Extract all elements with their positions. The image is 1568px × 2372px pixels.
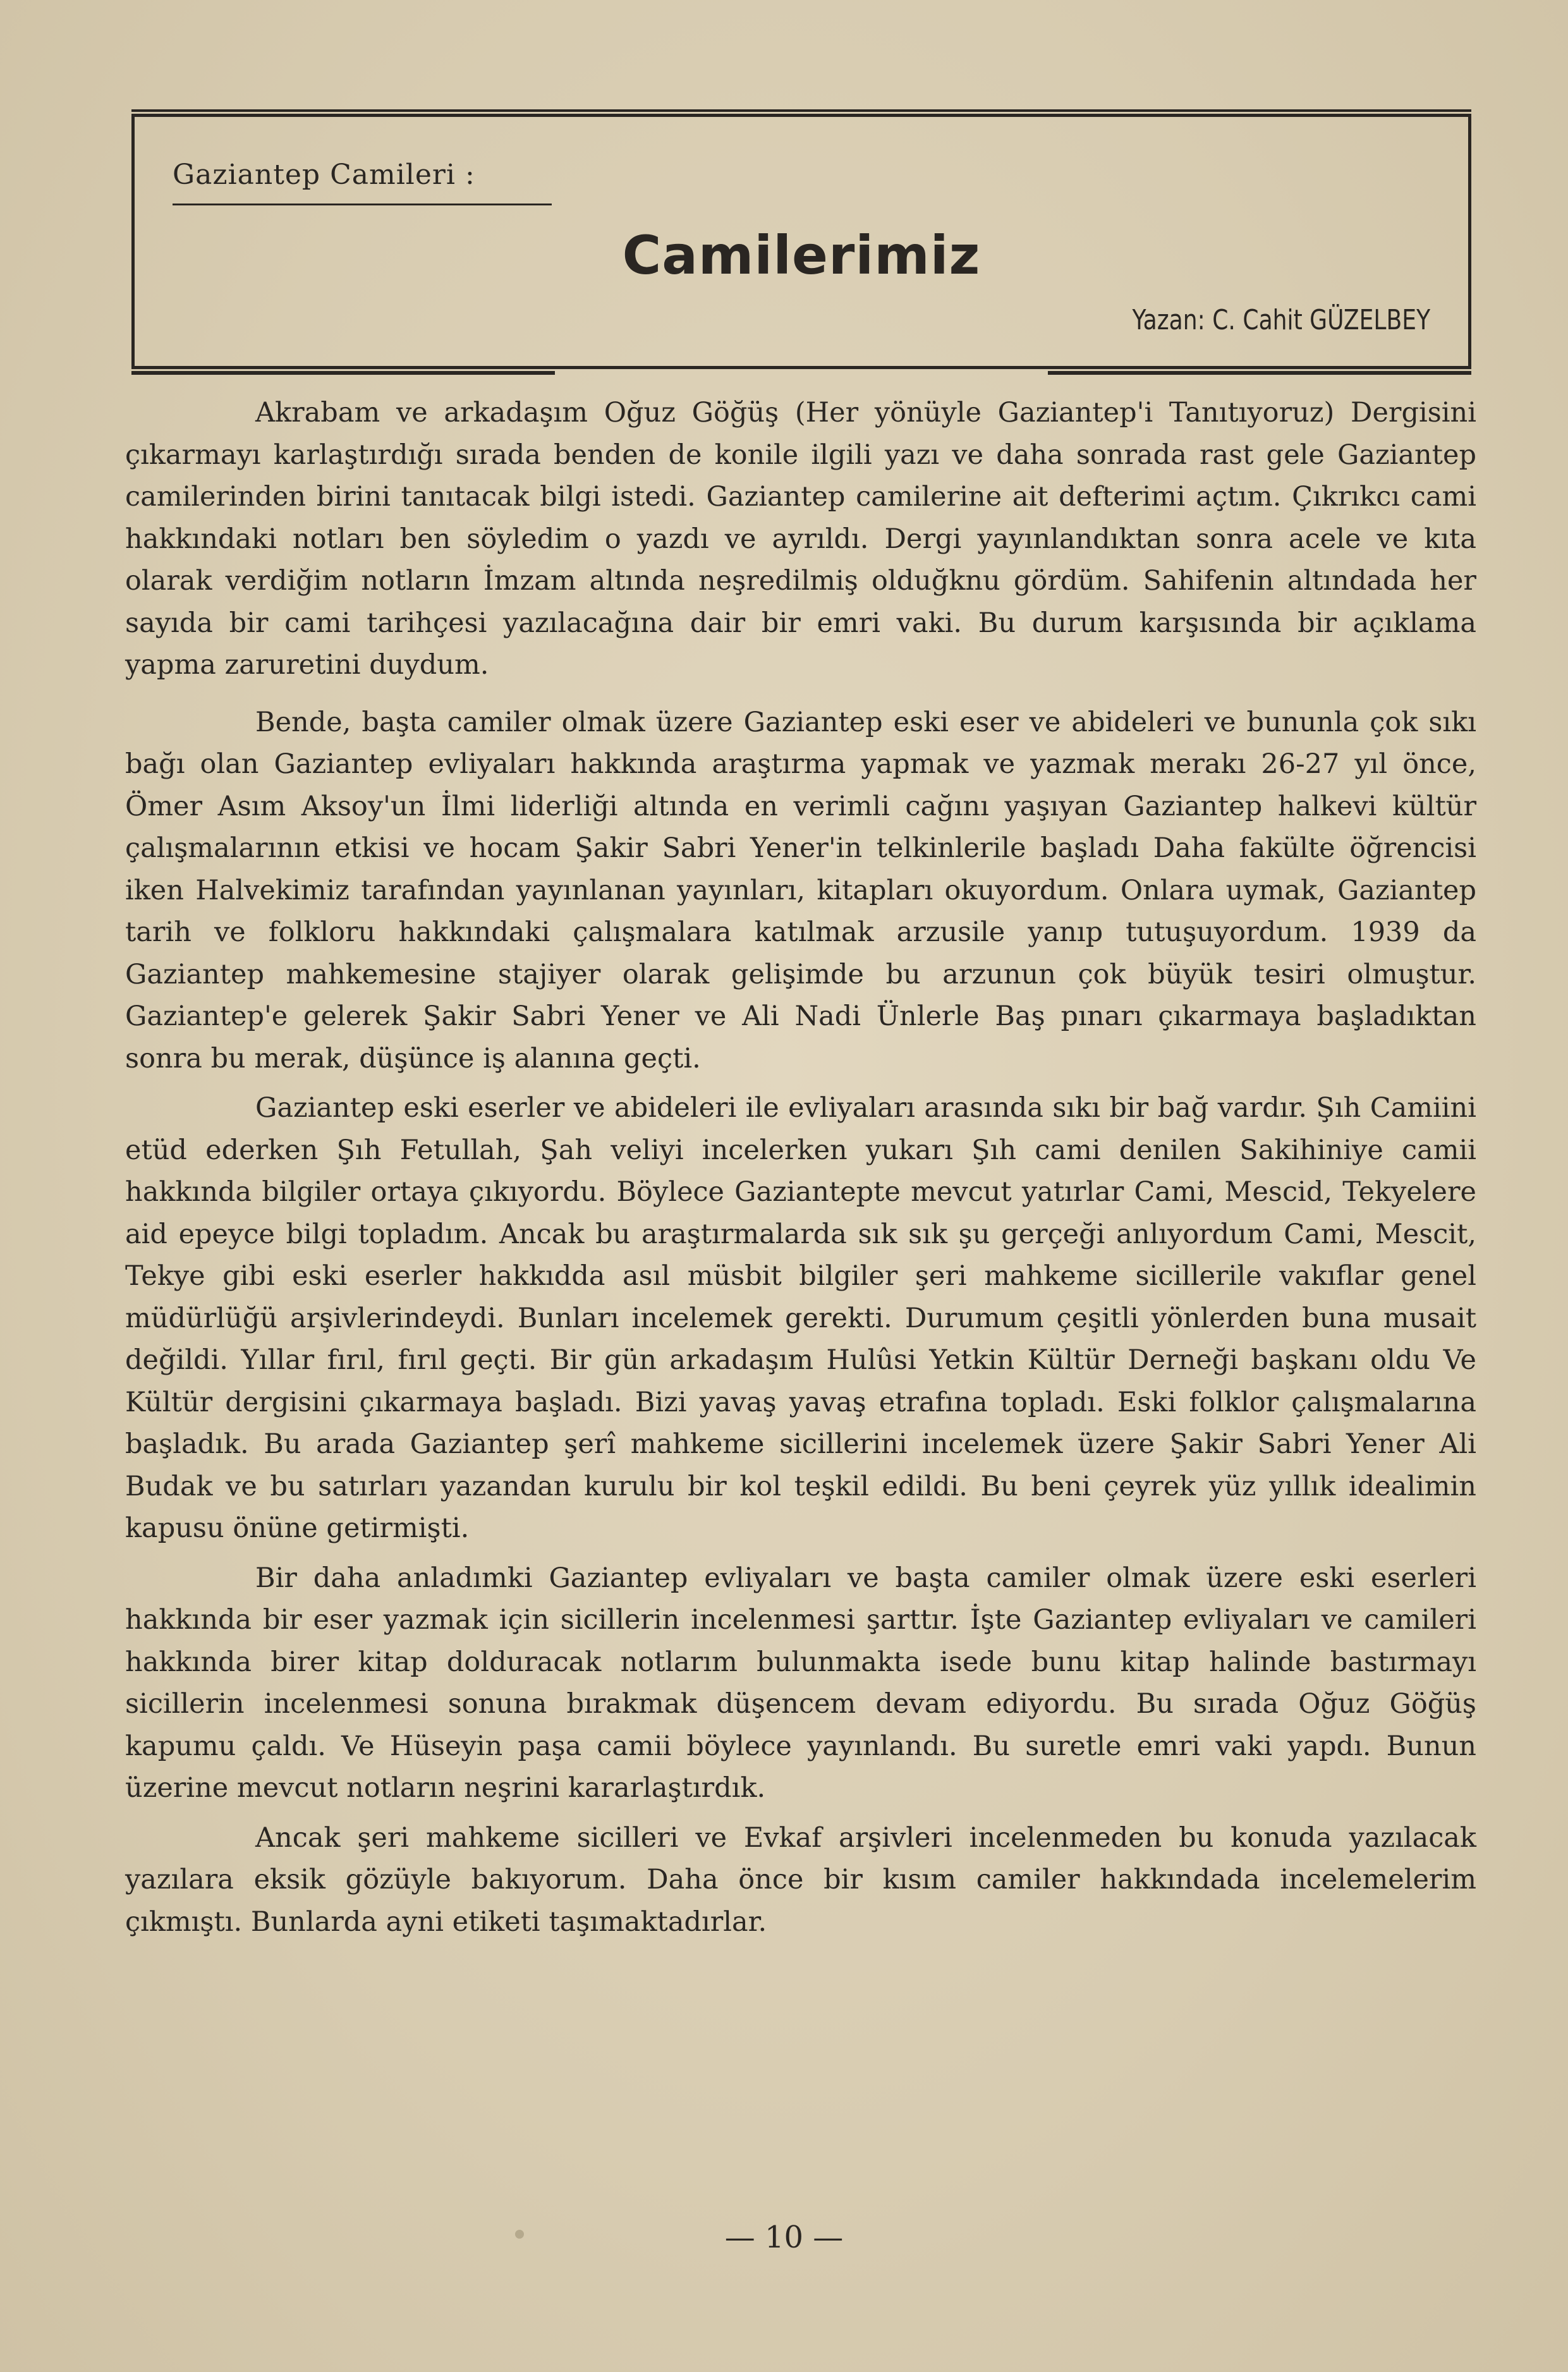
paragraph-2: Bende, başta camiler olmak üzere Gaziantep eski eser ve abideleri ve bununla çok sıkı bağı olan Gaziantep evliyaları hakkında araştırma yapmak ve yazmak merakı 26-27 yıl önce, Ömer Asım Aksoy'un İlmi liderliği altında en verimli cağını yaşıyan Gaziantep halkevi kültür çalışmalarının etkisi ve hocam Şakir Sabri Yener'in telkinlerile başladı Daha fakülte öğrencisi iken Halvekimiz tarafından yayınlanan yayınları, kitapları okuyordum. Onlara uymak, Gaziantep tarih ve folkloru hakkındaki çalışmalara katılmak arzusile yanıp tutuşuyordum. 1939 da Gaziantep mahkemesine stajiyer olarak gelişimde bu arzunun çok büyük tesiri olmuştur. Gaziantep'e gelerek Şakir Sabri Yener ve Ali Nadi Ünlerle Baş pınarı çıkarmaya başladıktan sonra bu merak, düşünce iş alanına geçti. — [125, 706, 1476, 1074]
article-header-box — [131, 114, 1471, 369]
paragraph-1: Akrabam ve arkadaşım Oğuz Göğüş (Her yönüyle Gaziantep'i Tanıtıyoruz) Dergisini çıkarmayı karlaştırdığı sırada benden de konile ilgili yazı ve daha sonrada rast gele Gaziantep camilerinden birini tanıtacak bilgi istedi. Gaziantep camilerine ait defterimi açtım. Çıkrıkcı cami hakkındaki notları ben söyledim o yazdı ve ayrıldı. Dergi yayınlandıktan sonra acele ve kıta olarak verdiğim notların İmzam altında neşredilmiş olduğknu gördüm. Sahifenin altındada her sayıda bir cami tarihçesi yazılacağına dair bir emri vaki. Bu durum karşısında bir açıklama yapma zaruretini duydum. — [125, 397, 1476, 681]
paragraph-5: Ancak şeri mahkeme sicilleri ve Evkaf arşivleri incelenmeden bu konuda yazılacak yazılara eksik gözüyle bakıyorum. Daha önce bir kısım camiler hakkındada incelemelerim çıkmıştı. Bunlarda ayni etiketi taşımaktadırlar. — [125, 1822, 1476, 1938]
article-body — [125, 392, 1476, 1950]
paragraph-3: Gaziantep eski eserler ve abideleri ile evliyaları arasında sıkı bir bağ vardır. Şıh Camiini etüd ederken Şıh Fetullah, Şah veliyi incelerken yukarı Şıh cami denilen Sakihiniye camii hakkında bilgiler ortaya çıkıyordu. Böylece Gaziantepte mevcut yatırlar Cami, Mescid, Tekyelere aid epeyce bilgi topladım. Ancak bu araştırmalarda sık sık şu gerçeği anlıyordum Cami, Mescit, Tekye gibi eski eserler hakkıdda asıl müsbit bilgiler şeri mahkeme sicillerile vakıflar genel müdürlüğü arşivlerindeydi. Bunları incelemek gerekti. Durumum çeşitli yönlerden buna musait değildi. Yıllar fırıl, fırıl geçti. Bir gün arkadaşım Hulûsi Yetkin Kültür Derneği başkanı oldu Ve Kültür dergisini çıkarmaya başladı. Bizi yavaş yavaş etrafına topladı. Eski folklor çalışmalarına başladık. Bu arada Gaziantep şerî mahkeme sicillerini incelemek üzere Şakir Sabri Yener Ali Budak ve bu satırları yazandan kurulu bir kol teşkil edildi. Bu beni çeyrek yüz yıllık idealimin kapusu önüne getirmişti. — [125, 1092, 1476, 1544]
article-author: Yazan: C. Cahit GÜZELBEY — [1132, 304, 1430, 336]
article-title: Camilerimiz — [622, 224, 981, 286]
header-top-rule — [131, 109, 1471, 112]
section-label-underline — [173, 204, 552, 205]
section-label: Gaziantep Camileri : — [173, 159, 475, 191]
header-bottom-rule-right — [1048, 371, 1471, 375]
header-bottom-rule-left — [131, 371, 555, 375]
paragraph-4: Bir daha anladımki Gaziantep evliyaları ve başta camiler olmak üzere eski eserleri hakkında bir eser yazmak için sicillerin incelenmesi şarttır. İşte Gaziantep evliyaları ve camileri hakkında birer kitap dolduracak notlarım bulunmakta isede bunu kitap halinde bastırmayı sicillerin incelenmesi sonuna bırakmak düşencem devam ediyordu. Bu sırada Oğuz Göğüş kapumu çaldı. Ve Hüseyin paşa camii böylece yayınlandı. Bu suretle emri vaki yapdı. Bunun üzerine mevcut notların neşrini kararlaştırdık. — [125, 1562, 1476, 1804]
page-number: — 10 — — [724, 2220, 844, 2255]
